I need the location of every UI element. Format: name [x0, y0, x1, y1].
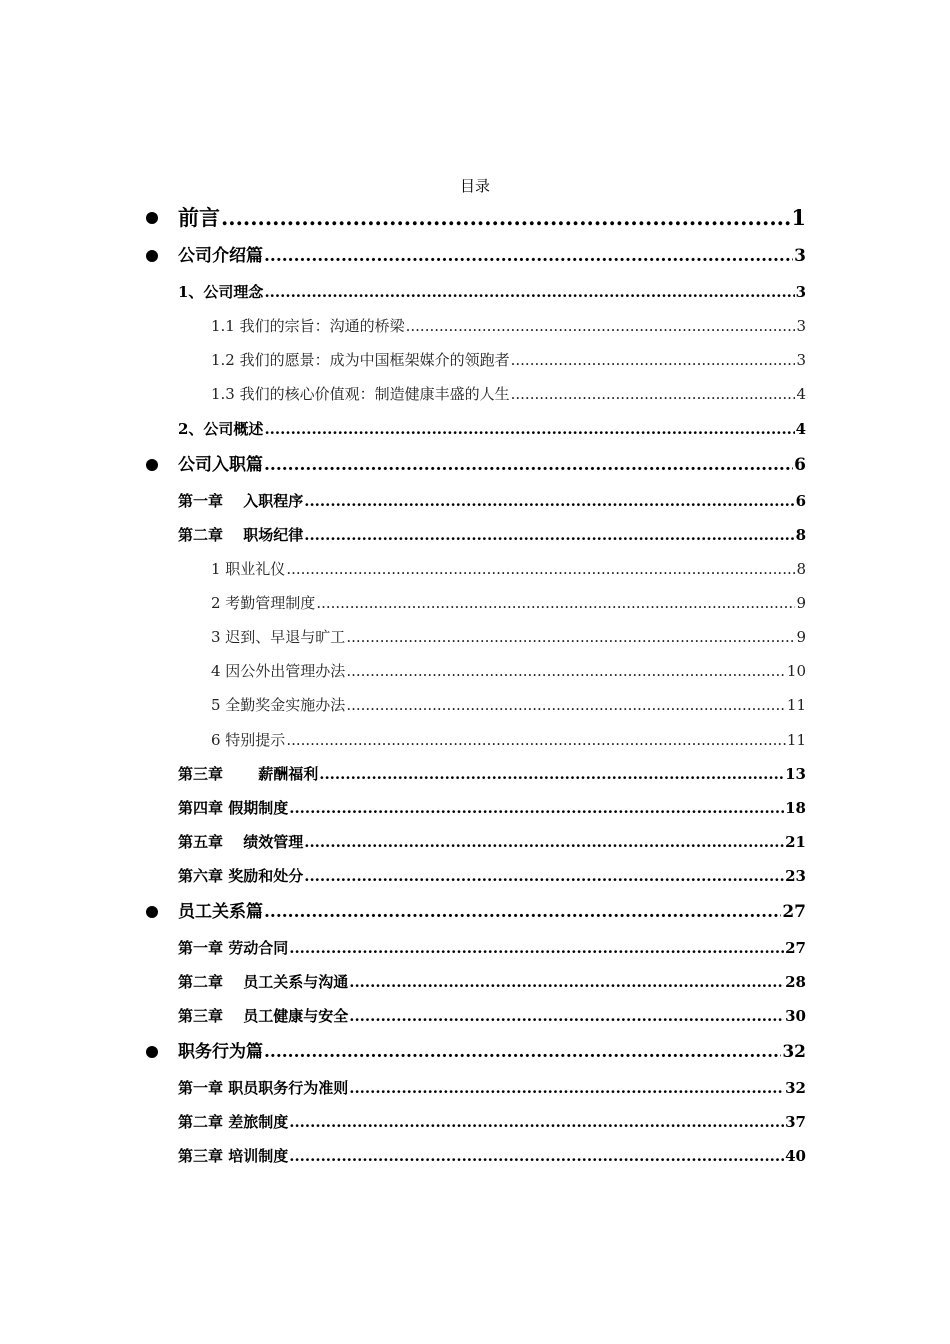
toc-entry-page: 32 [782, 1041, 806, 1062]
dot-leader [289, 791, 784, 825]
dot-leader [349, 999, 784, 1033]
toc-entry-page: 23 [785, 866, 806, 885]
toc-entry-label: 第一章 劳动合同 [178, 938, 289, 957]
toc-entry-page: 3 [796, 317, 806, 335]
toc-title: 目录 [459, 177, 490, 195]
toc-entry-page: 11 [786, 730, 806, 749]
toc-entry-page: 21 [785, 832, 806, 851]
toc-entry-page: 37 [785, 1112, 806, 1131]
toc-entry[interactable] [140, 723, 806, 757]
toc-entry-label: 1.1 我们的宗旨：沟通的桥梁 [211, 317, 405, 335]
toc-entry[interactable] [140, 1139, 806, 1173]
dot-leader [346, 654, 786, 688]
dot-leader [304, 825, 784, 859]
toc-entry-page: 40 [785, 1146, 806, 1165]
toc-entry[interactable] [140, 237, 806, 275]
toc-entry-label: 第一章 职员职务行为准则 [178, 1078, 349, 1097]
toc-entry[interactable] [140, 965, 806, 999]
toc-entry-label: 员工关系篇 [178, 901, 263, 922]
dot-leader [286, 723, 786, 757]
toc-entry[interactable] [140, 620, 806, 654]
toc-entry[interactable] [140, 893, 806, 931]
toc-entry[interactable] [140, 309, 806, 343]
toc-entry-label: 公司入职篇 [178, 454, 263, 475]
dot-leader [406, 309, 796, 343]
dot-leader [346, 620, 795, 654]
toc-entry-page: 28 [785, 972, 806, 991]
toc-entry[interactable] [140, 1071, 806, 1105]
dot-leader [221, 199, 790, 237]
toc-entry-label: 3 迟到、早退与旷工 [211, 627, 346, 646]
toc-entry-label: 1.3 我们的核心价值观：制造健康丰盛的人生 [211, 385, 510, 404]
toc-entry-label: 第二章 差旅制度 [178, 1112, 289, 1131]
dot-leader [316, 586, 795, 620]
dot-leader [349, 965, 784, 999]
toc-entry-label: 第一章 入职程序 [178, 491, 304, 510]
toc-entry[interactable] [140, 859, 806, 893]
toc-entry-label: 前言 [178, 205, 220, 230]
dot-leader [319, 757, 784, 791]
toc-entry-page: 8 [795, 525, 806, 544]
toc-entry-label: 第三章 薪酬福利 [178, 764, 319, 783]
table-of-contents [140, 199, 806, 1173]
toc-entry[interactable] [140, 275, 806, 309]
dot-leader [304, 484, 794, 518]
toc-entry[interactable] [140, 586, 806, 620]
toc-entry[interactable] [140, 1033, 806, 1071]
toc-entry[interactable] [140, 199, 806, 237]
toc-entry[interactable] [140, 1105, 806, 1139]
toc-entry-page: 3 [795, 283, 806, 301]
toc-entry-label: 2、公司概述 [178, 419, 264, 438]
toc-entry-page: 13 [785, 764, 806, 783]
dot-leader [264, 275, 794, 309]
dot-leader [511, 343, 796, 377]
dot-leader [289, 931, 784, 965]
toc-entry[interactable] [140, 518, 806, 552]
toc-entry-label: 第二章 职场纪律 [178, 525, 304, 544]
bullet-icon [146, 459, 158, 471]
bullet-icon [146, 212, 158, 224]
toc-entry-label: 第四章 假期制度 [178, 798, 289, 817]
dot-leader [264, 412, 794, 446]
toc-entry-label: 公司介绍篇 [178, 246, 263, 266]
dot-leader [264, 1033, 781, 1071]
toc-entry-label: 第六章 奖励和处分 [178, 866, 304, 885]
dot-leader [264, 446, 793, 484]
toc-entry-label: 5 全勤奖金实施办法 [211, 696, 346, 715]
toc-entry-page: 32 [785, 1078, 806, 1097]
toc-entry-page: 27 [782, 901, 806, 922]
toc-entry-page: 6 [795, 491, 806, 510]
toc-entry-page: 6 [794, 454, 806, 475]
toc-entry-page: 9 [796, 627, 806, 646]
toc-entry-page: 11 [786, 696, 806, 715]
toc-entry-label: 第三章 培训制度 [178, 1146, 289, 1165]
dot-leader [289, 1105, 784, 1139]
bullet-icon [146, 1046, 158, 1058]
toc-entry[interactable] [140, 688, 806, 722]
toc-entry-page: 10 [786, 662, 806, 681]
toc-entry[interactable] [140, 825, 806, 859]
toc-entry-label: 第五章 绩效管理 [178, 832, 304, 851]
toc-entry-page: 18 [785, 798, 806, 817]
toc-entry-page: 27 [785, 938, 806, 957]
dot-leader [511, 377, 796, 411]
dot-leader [304, 859, 784, 893]
toc-entry-label: 职务行为篇 [178, 1041, 263, 1062]
toc-entry-page: 4 [796, 385, 806, 404]
toc-entry[interactable] [140, 343, 806, 377]
toc-entry-page: 4 [795, 419, 806, 438]
dot-leader [346, 688, 786, 722]
toc-entry[interactable] [140, 552, 806, 586]
toc-entry-label: 第二章 员工关系与沟通 [178, 972, 349, 991]
toc-entry[interactable] [140, 931, 806, 965]
toc-entry-label: 6 特别提示 [211, 730, 286, 749]
dot-leader [304, 518, 794, 552]
toc-entry-label: 1 职业礼仪 [211, 559, 286, 578]
dot-leader [349, 1071, 784, 1105]
toc-entry[interactable] [140, 791, 806, 825]
toc-entry-label: 1.2 我们的愿景：成为中国框架媒介的领跑者 [211, 351, 510, 370]
toc-entry[interactable] [140, 757, 806, 791]
toc-entry[interactable] [140, 446, 806, 484]
toc-entry-page: 3 [794, 246, 806, 266]
bullet-icon [146, 250, 158, 262]
toc-entry-label: 第三章 员工健康与安全 [178, 1006, 349, 1025]
toc-entry[interactable] [140, 412, 806, 446]
toc-entry-page: 8 [796, 559, 806, 578]
toc-entry-page: 3 [796, 351, 806, 370]
toc-entry-page: 1 [791, 205, 806, 230]
dot-leader [286, 552, 795, 586]
dot-leader [264, 893, 781, 931]
toc-entry-page: 30 [785, 1006, 806, 1025]
dot-leader [289, 1139, 784, 1173]
dot-leader [264, 237, 793, 275]
toc-entry[interactable] [140, 654, 806, 688]
toc-entry-label: 4 因公外出管理办法 [211, 662, 346, 681]
toc-entry[interactable] [140, 377, 806, 411]
toc-entry-label: 1、公司理念 [178, 283, 264, 301]
toc-entry-page: 9 [796, 593, 806, 612]
toc-entry-label: 2 考勤管理制度 [211, 593, 316, 612]
toc-entry[interactable] [140, 484, 806, 518]
bullet-icon [146, 906, 158, 918]
toc-entry[interactable] [140, 999, 806, 1033]
